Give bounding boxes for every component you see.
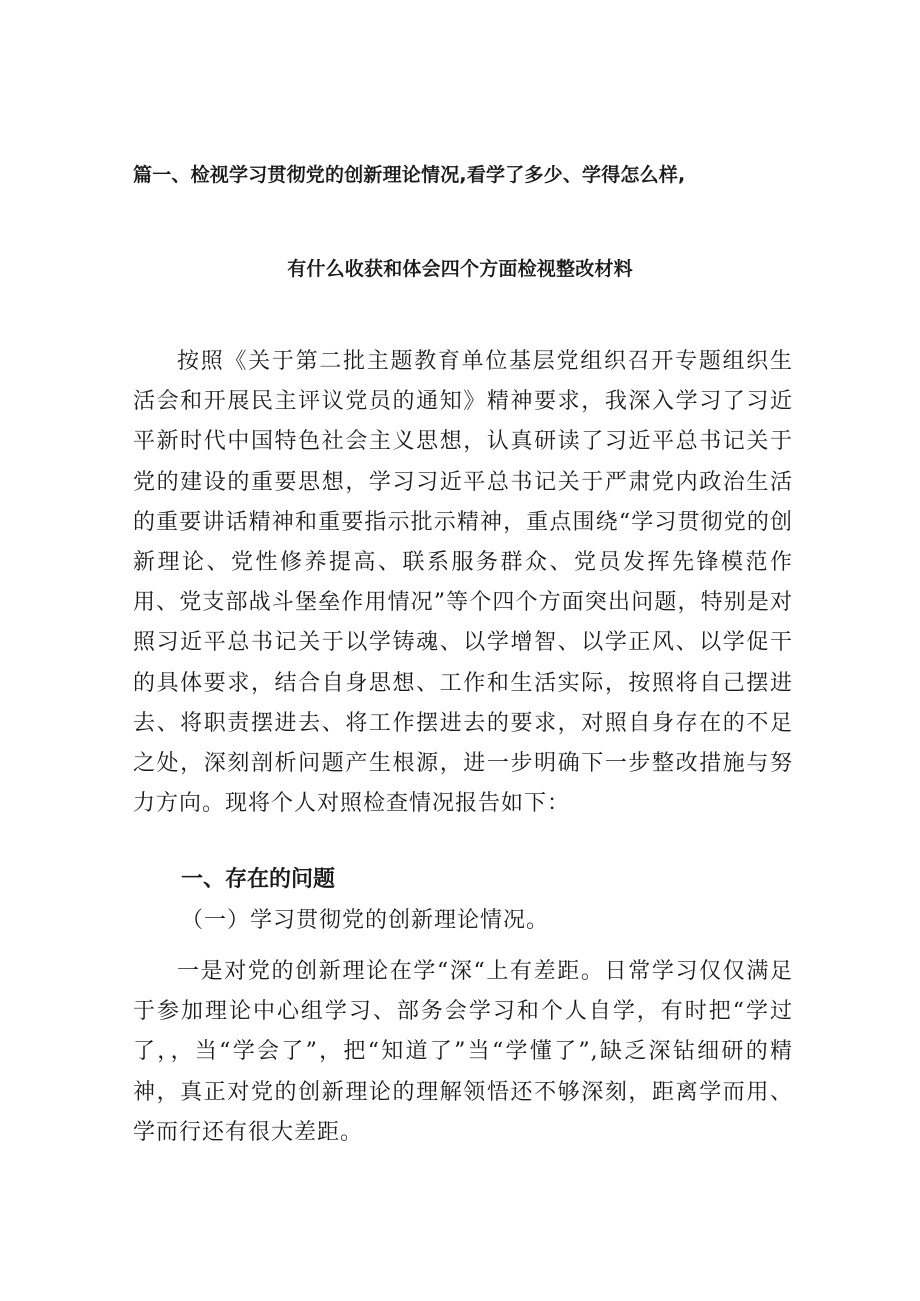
point-one-block <box>133 952 793 1153</box>
section-heading: 一、存在的问题 <box>181 867 336 892</box>
subsection-heading: （一）学习贯彻党的创新理论情况。 <box>181 908 550 933</box>
point-one-paragraph: 一是对党的创新理论在学“深“上有差距。日常学习仅仅满足于参加理论中心组学习、部务会学习和个人自学，有时把“学过了，，当“学会了”，把“知道了”当“学懂了”,缺乏深钻细研的精神，真正对党的创新理论的理解领悟还不够深刻，距离学而用、学而行还有很大差距。 <box>133 959 793 1145</box>
document-title-line-2: 有什么收获和体会四个方面检视整改材料 <box>287 258 633 280</box>
document-title-line-1: 篇一、检视学习贯彻党的创新理论情况,看学了多少、学得怎么样, <box>133 164 686 186</box>
intro-paragraph-block <box>133 342 793 824</box>
intro-paragraph: 按照《关于第二批主题教育单位基层党组织召开专题组织生活会和开展民主评议党员的通知》精神要求，我深入学习了习近平新时代中国特色社会主义思想，认真研读了习近平总书记关于党的建设的重要思想，学习习近平总书记关于严肃党内政治生活的重要讲话精神和重要指示批示精神，重点围绕“学习贯彻党的创新理论、党性修养提高、联系服务群众、党员发挥先锋模范作用、党支部战斗堡垒作用情况”等个四个方面突出问题，特别是对照习近平总书记关于以学铸魂、以学增智、以学正风、以学促干的具体要求，结合自身思想、工作和生活实际，按照将自己摆进去、将职责摆进去、将工作摆进去的要求，对照自身存在的不足之处，深刻剖析问题产生根源，进一步明确下一步整改措施与努力方向。现将个人对照检查情况报告如下： <box>133 349 793 817</box>
